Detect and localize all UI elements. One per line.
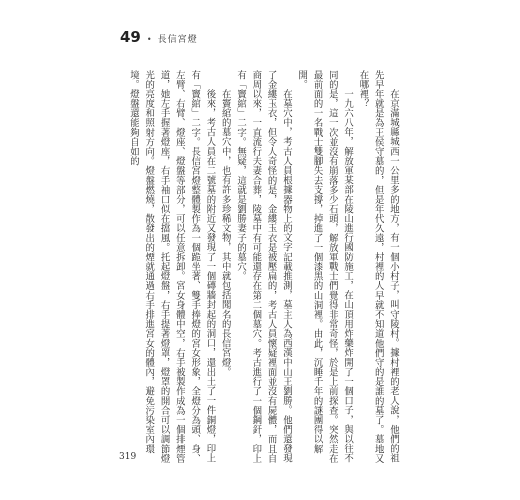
paragraph: 在京滿城縣城西一公里多的地方，有一個小村子，叫守陵村。據村裡的老人說，他們的祖先早年就是為王侯守墓的，但是年代久遠，村裡的人早就不知道他們守的是誰的墓了。墓地又在哪裡？: [357, 70, 399, 464]
paragraph: 在竇綰的墓穴中，也有許多珍稀文物，其中就包括聞名的長信宮燈。: [219, 88, 231, 377]
paragraph: 一九六八年，解放軍某部在陵山進行國防施工，在山頂用炸藥炸開了一個口子，與以往不同的是，這一次並沒有崩落多少石頭，解放軍戰士們覺得非常奇怪，於是上前探查。突然走在最前面的一名戰士雙腳失去支撐，掉進了一個漆黑的山洞裡。由此，沉睡千年的謎團得以解開。: [296, 70, 354, 464]
body-text: [123, 70, 401, 466]
paragraph: 在墓穴中，考古人員根據器物上的文字記載推測，墓主人為西漢中山王劉勝。他們還發現了金縷玉衣，但令人奇怪的是，金縷玉衣是被壓扁的，考古人員懷疑裡面並沒有屍體，而且自商周以來，一直流行夫妻合葬，陵墓中有可能還存在第二個墓穴。考古進行了一個鋼釬，印上有「竇綰」二字。無疑，這就是劉勝妻子的墓穴。: [235, 70, 292, 464]
page-header: [120, 28, 198, 46]
paragraph: 後來，考古人員在二號墓的附近又發現了一個磚牆封起的洞口，還出土了一件銅燈，印上有「竇綰」二字。長信宮燈整體製作為一個跪坐著、雙手捧燈的宮女形象，全燈分為頭、身、左臂、右臂、燈座、燈盤等部分，可以任意拆卸。宮女身體中空，右手被製作成為一個排煙管道，她左手握著燈座，右手袖口似在擋風。托起燈盤，右手提著燈罩，燈罩的開合可以調節燈光的亮度和照射方向。燈盤燃燒，散發出的煙就通過右手排進宮女的體內，避免污染室內環境。燈盤還能夠自如的: [127, 70, 216, 464]
chapter-number: 49: [120, 28, 141, 46]
page-number: 319: [119, 452, 137, 462]
header-separator: •: [146, 35, 152, 44]
chapter-title: 長信宮燈: [157, 35, 198, 45]
